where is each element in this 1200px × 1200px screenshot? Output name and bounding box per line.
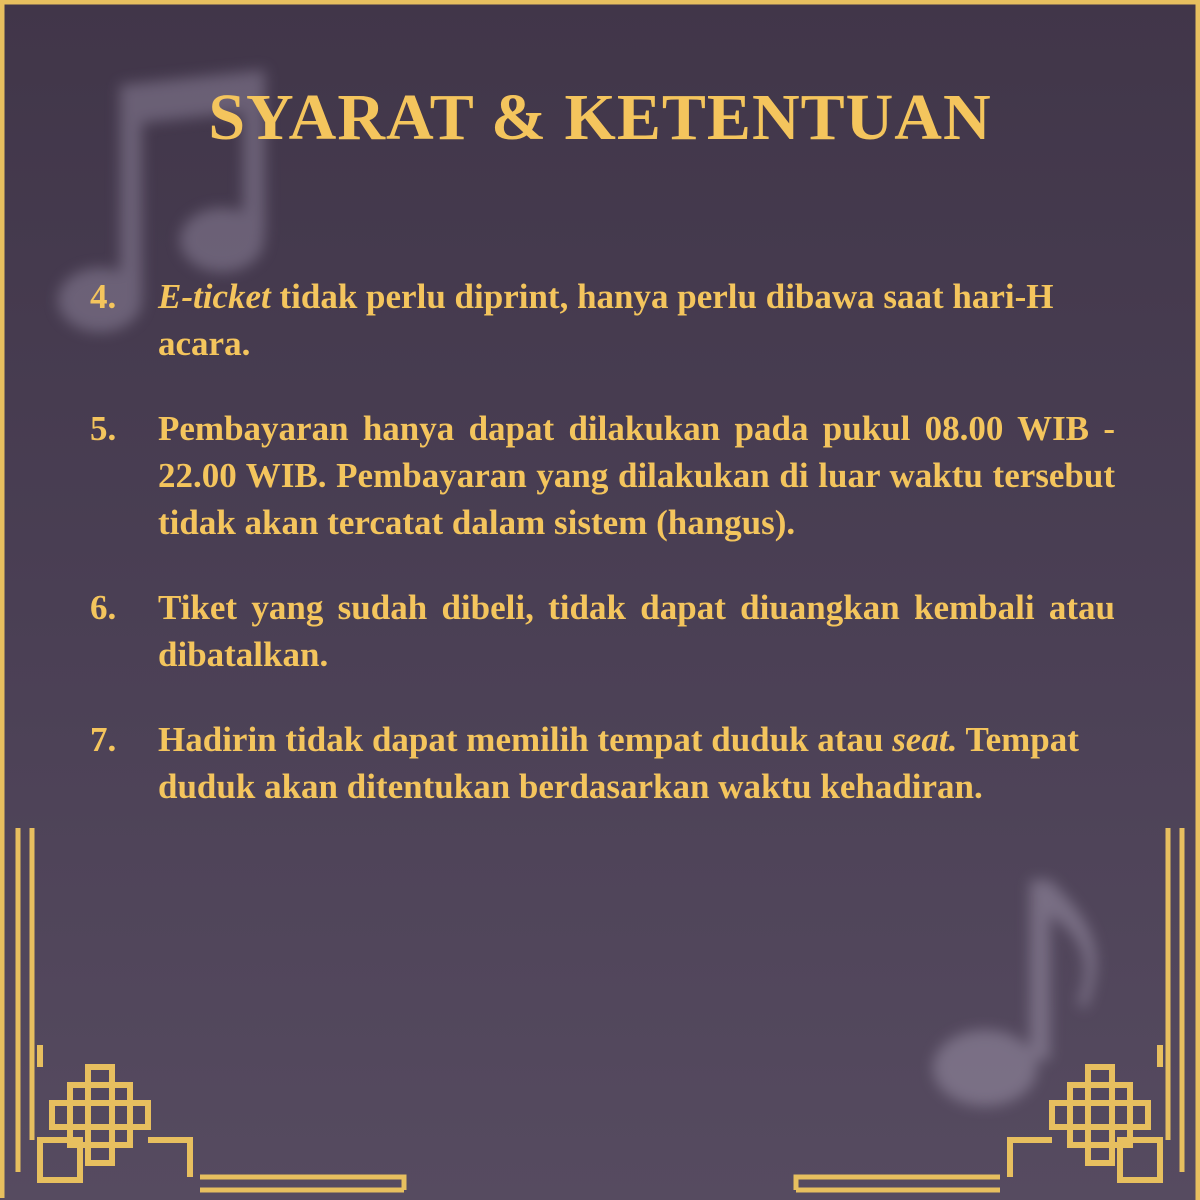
term-number: 4. xyxy=(90,277,117,316)
term-text-part: Hadirin tidak dapat memilih tempat duduk atau xyxy=(158,720,893,759)
term-text: Tiket yang sudah dibeli, tidak dapat diuangkan kembali atau dibatalkan. xyxy=(158,588,1115,674)
term-item xyxy=(90,584,1115,678)
term-item xyxy=(90,273,1115,367)
term-emphasis: seat. xyxy=(892,720,958,759)
term-text-part: tidak perlu diprint, hanya perlu dibawa saat hari-H acara. xyxy=(158,277,1054,363)
term-item xyxy=(90,716,1115,810)
page-title: SYARAT & KETENTUAN xyxy=(208,81,992,154)
term-item xyxy=(90,405,1115,546)
term-emphasis: E-ticket xyxy=(158,277,271,316)
term-number: 7. xyxy=(90,720,117,759)
meander-knot-icon xyxy=(40,1045,190,1180)
term-text xyxy=(158,716,1115,810)
term-text xyxy=(158,273,1115,367)
terms-list xyxy=(90,273,1115,848)
term-text-part: Tempat duduk akan ditentukan berdasarkan waktu kehadiran. xyxy=(158,720,1079,806)
term-number: 6. xyxy=(90,588,117,627)
meander-knot-icon xyxy=(1010,1045,1160,1180)
term-text: Pembayaran hanya dapat dilakukan pada pukul 08.00 WIB - 22.00 WIB. Pembayaran yang dilakukan di luar waktu tersebut tidak akan tercatat dalam sistem (hangus). xyxy=(158,409,1115,542)
term-number: 5. xyxy=(90,409,117,448)
